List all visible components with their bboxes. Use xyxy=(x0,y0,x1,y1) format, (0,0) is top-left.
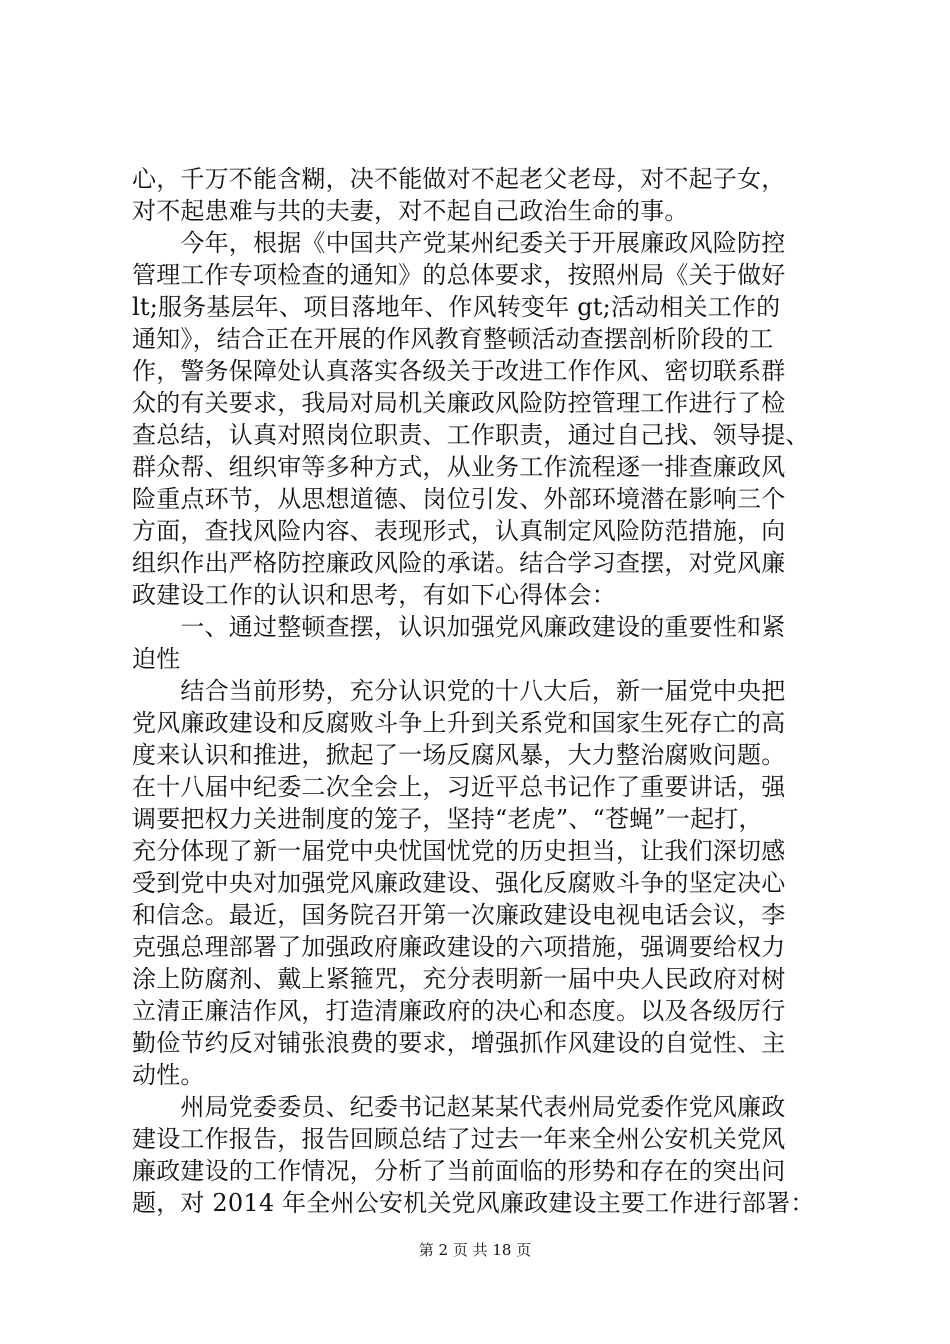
body-text-line: 题，对 2014 年全州公安机关党风廉政建设主要工作进行部署： xyxy=(132,1189,815,1217)
body-text-line: 作，警务保障处认真落实各级关于改进工作作风、密切联系群 xyxy=(132,357,786,385)
body-text-line: 克强总理部署了加强政府廉政建设的六项措施，强调要给权力 xyxy=(132,933,786,961)
body-text-line: 方面，查找风险内容、表现形式，认真制定风险防范措施，向 xyxy=(132,517,786,545)
body-text-line: 通知》，结合正在开展的作风教育整顿活动查摆剖析阶段的工 xyxy=(132,325,774,353)
body-text-line: 对不起患难与共的夫妻，对不起自己政治生命的事。 xyxy=(132,197,689,225)
document-body xyxy=(132,163,836,1219)
body-text-line: 组织作出严格防控廉政风险的承诺。结合学习查摆，对党风廉 xyxy=(132,549,786,577)
body-text-line: 群众帮、组织审等多种方式，从业务工作流程逐一排查廉政风 xyxy=(132,453,786,481)
body-text-line: 度来认识和推进，掀起了一场反腐风暴，大力整治腐败问题。 xyxy=(132,741,786,769)
body-text-line: 廉政建设的工作情况，分析了当前面临的形势和存在的突出问 xyxy=(132,1157,786,1185)
body-text-line: 结合当前形势，充分认识党的十八大后，新一届党中央把 xyxy=(132,677,786,705)
body-text-line: 受到党中央对加强党风廉政建设、强化反腐败斗争的坚定决心 xyxy=(132,869,786,897)
body-text-line: 众的有关要求，我局对局机关廉政风险防控管理工作进行了检 xyxy=(132,389,786,417)
body-text-line: 查总结，认真对照岗位职责、工作职责，通过自己找、领导提、 xyxy=(132,421,810,449)
body-text-line: 勤俭节约反对铺张浪费的要求，增强抓作风建设的自觉性、主 xyxy=(132,1029,786,1057)
body-text-line: 和信念。最近，国务院召开第一次廉政建设电视电话会议，李 xyxy=(132,901,786,929)
body-text-line: 管理工作专项检查的通知》的总体要求，按照州局《关于做好 xyxy=(132,261,786,289)
page-footer: 第 2 页 共 18 页 xyxy=(418,1241,532,1259)
body-text-line: 涂上防腐剂、戴上紧箍咒，充分表明新一届中央人民政府对树 xyxy=(132,965,786,993)
body-text-line: 在十八届中纪委二次全会上，习近平总书记作了重要讲话，强 xyxy=(132,773,786,801)
body-text-line: 政建设工作的认识和思考，有如下心得体会： xyxy=(132,581,616,609)
body-text-line: 党风廉政建设和反腐败斗争上升到关系党和国家生死存亡的高 xyxy=(132,709,786,737)
body-text-line: 调要把权力关进制度的笼子，坚持“老虎”、“苍蝇”一起打， xyxy=(132,805,763,833)
body-text-line: 建设工作报告，报告回顾总结了过去一年来全州公安机关党风 xyxy=(132,1125,786,1153)
body-text-line: 州局党委委员、纪委书记赵某某代表州局党委作党风廉政 xyxy=(132,1093,786,1121)
body-text-line: 险重点环节，从思想道德、岗位引发、外部环境潜在影响三个 xyxy=(132,485,786,513)
body-text-line: 立清正廉洁作风，打造清廉政府的决心和态度。以及各级厉行 xyxy=(132,997,786,1025)
body-text-line: lt;服务基层年、项目落地年、作风转变年 gt;活动相关工作的 xyxy=(132,293,781,321)
body-text-line: 动性。 xyxy=(132,1061,205,1089)
body-text-line: 迫性 xyxy=(132,645,181,673)
body-text-line: 心，千万不能含糊，决不能做对不起老父老母，对不起子女， xyxy=(132,165,786,193)
body-text-line: 今年，根据《中国共产党某州纪委关于开展廉政风险防控 xyxy=(132,229,786,257)
body-text-line: 充分体现了新一届党中央忧国忧党的历史担当，让我们深切感 xyxy=(132,837,786,865)
body-text-line: 一、通过整顿查摆，认识加强党风廉政建设的重要性和紧 xyxy=(132,613,786,641)
